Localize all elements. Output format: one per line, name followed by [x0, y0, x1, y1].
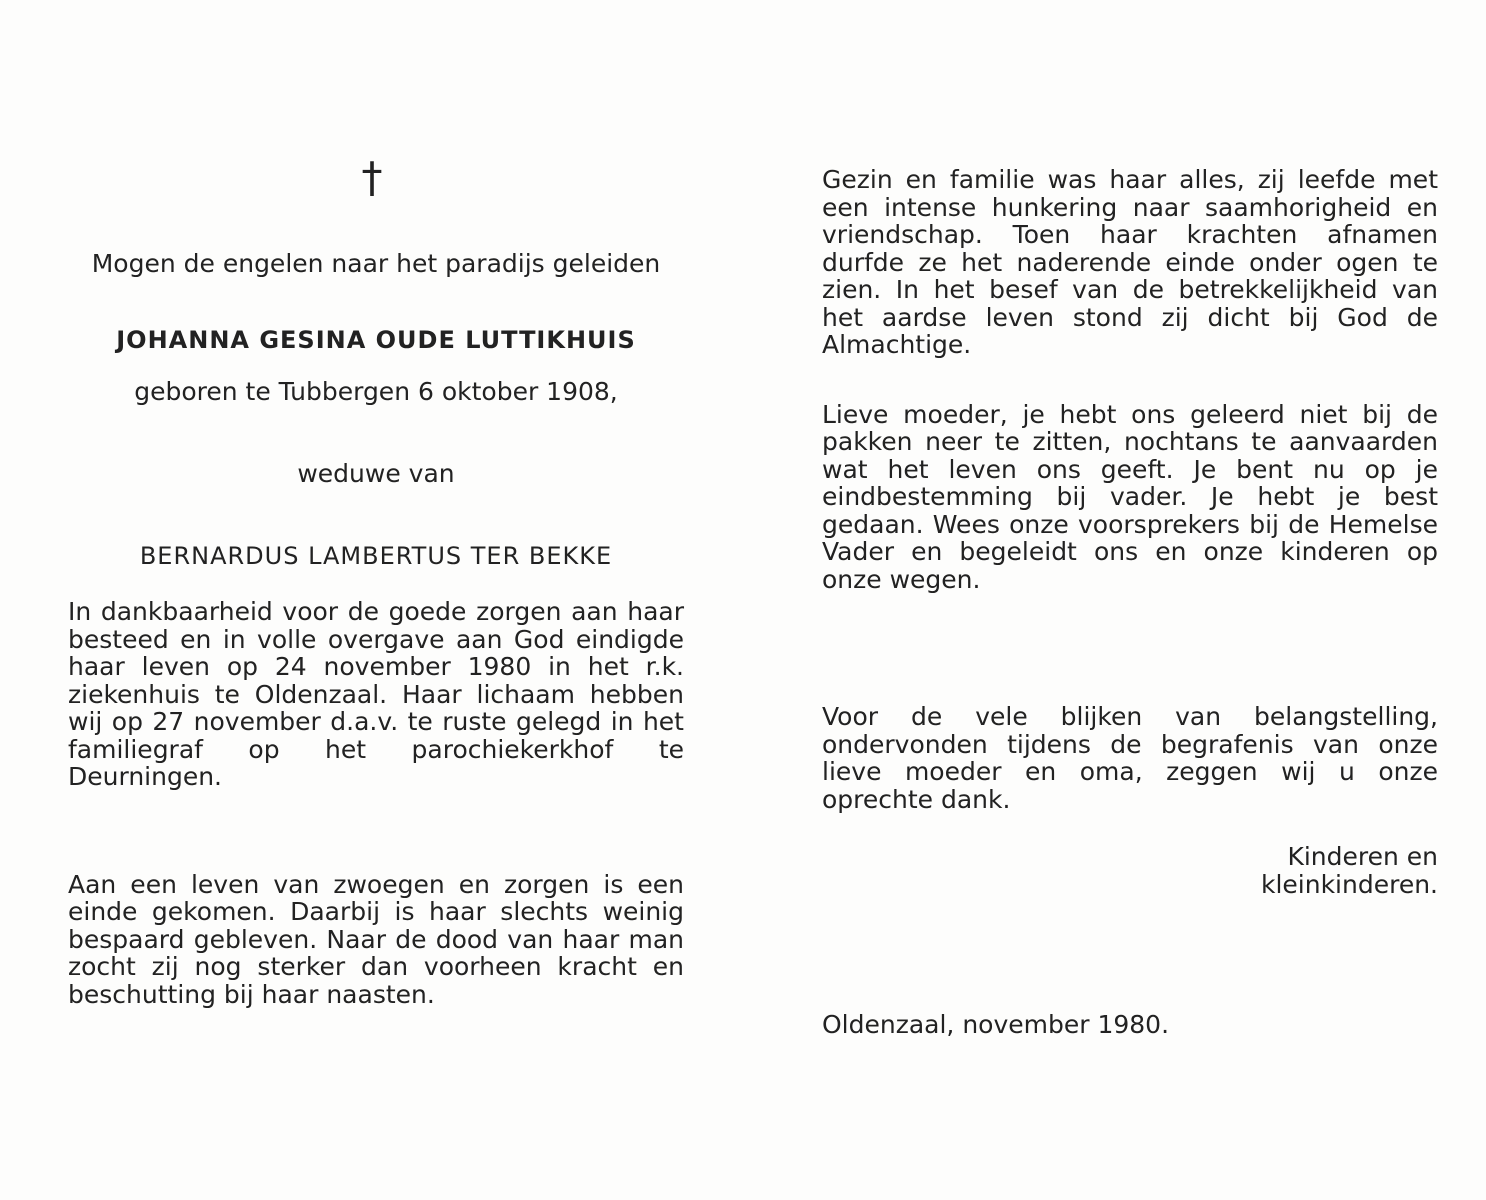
signature-line-2: kleinkinderen.: [1260, 870, 1438, 899]
birth-line: geboren te Tubbergen 6 oktober 1908,: [134, 377, 618, 406]
death-paragraph: In dankbaarheid voor de goede zorgen aan haar besteed en in volle overgave aan God eindigde haar leven op 24 november 1980 in het r.k. ziekenhuis te Oldenzaal. Haar lichaam hebben wij op 27 november d.a.v. te ruste gelegd in het familiegraf op het parochiekerkhof te Deurningen.: [68, 597, 684, 791]
motto: Mogen de engelen naar het paradijs geleiden: [91, 249, 661, 278]
right-column: [822, 150, 1438, 1039]
mother-paragraph: Lieve moeder, je hebt ons geleerd niet bij de pakken neer te zitten, nochtans te aanvaarden wat het leven ons geeft. Je bent nu op je eindbestemming bij vader. Je hebt je best gedaan. Wees onze voorsprekers bij de Hemelse Vader en begeleidt ons en onze kinderen op onze wegen.: [822, 399, 1438, 594]
signature-line-1: Kinderen en: [1287, 842, 1438, 871]
cross-icon: †: [361, 153, 383, 202]
signature: [822, 843, 1438, 899]
left-column: [68, 150, 684, 1008]
family-paragraph: Gezin en familie was haar alles, zij leefde met een intense hunkering naar saamhorigheid en vriendschap. Toen haar krachten afnamen durfde ze het naderende einde onder ogen te zien. In het besef van de betrekkelijkheid van het aardse leven stond zij dicht bij God de Almachtige.: [822, 165, 1438, 359]
thanks-paragraph: Voor de vele blijken van belangstelling, ondervonden tijdens de begrafenis van onze lieve moeder en oma, zeggen wij u onze oprechte dank.: [822, 702, 1438, 814]
life-paragraph: Aan een leven van zwoegen en zorgen is een einde gekomen. Daarbij is haar slechts weinig bespaard gebleven. Naar de dood van haar man zocht zij nog sterker dan voorheen kracht en beschutting bij haar naasten.: [68, 869, 684, 1009]
deceased-name: JOHANNA GESINA OUDE LUTTIKHUIS: [116, 326, 636, 354]
place-date: Oldenzaal, november 1980.: [822, 1010, 1170, 1039]
widow-line: weduwe van: [297, 459, 455, 488]
husband-name: BERNARDUS LAMBERTUS TER BEKKE: [139, 542, 613, 570]
